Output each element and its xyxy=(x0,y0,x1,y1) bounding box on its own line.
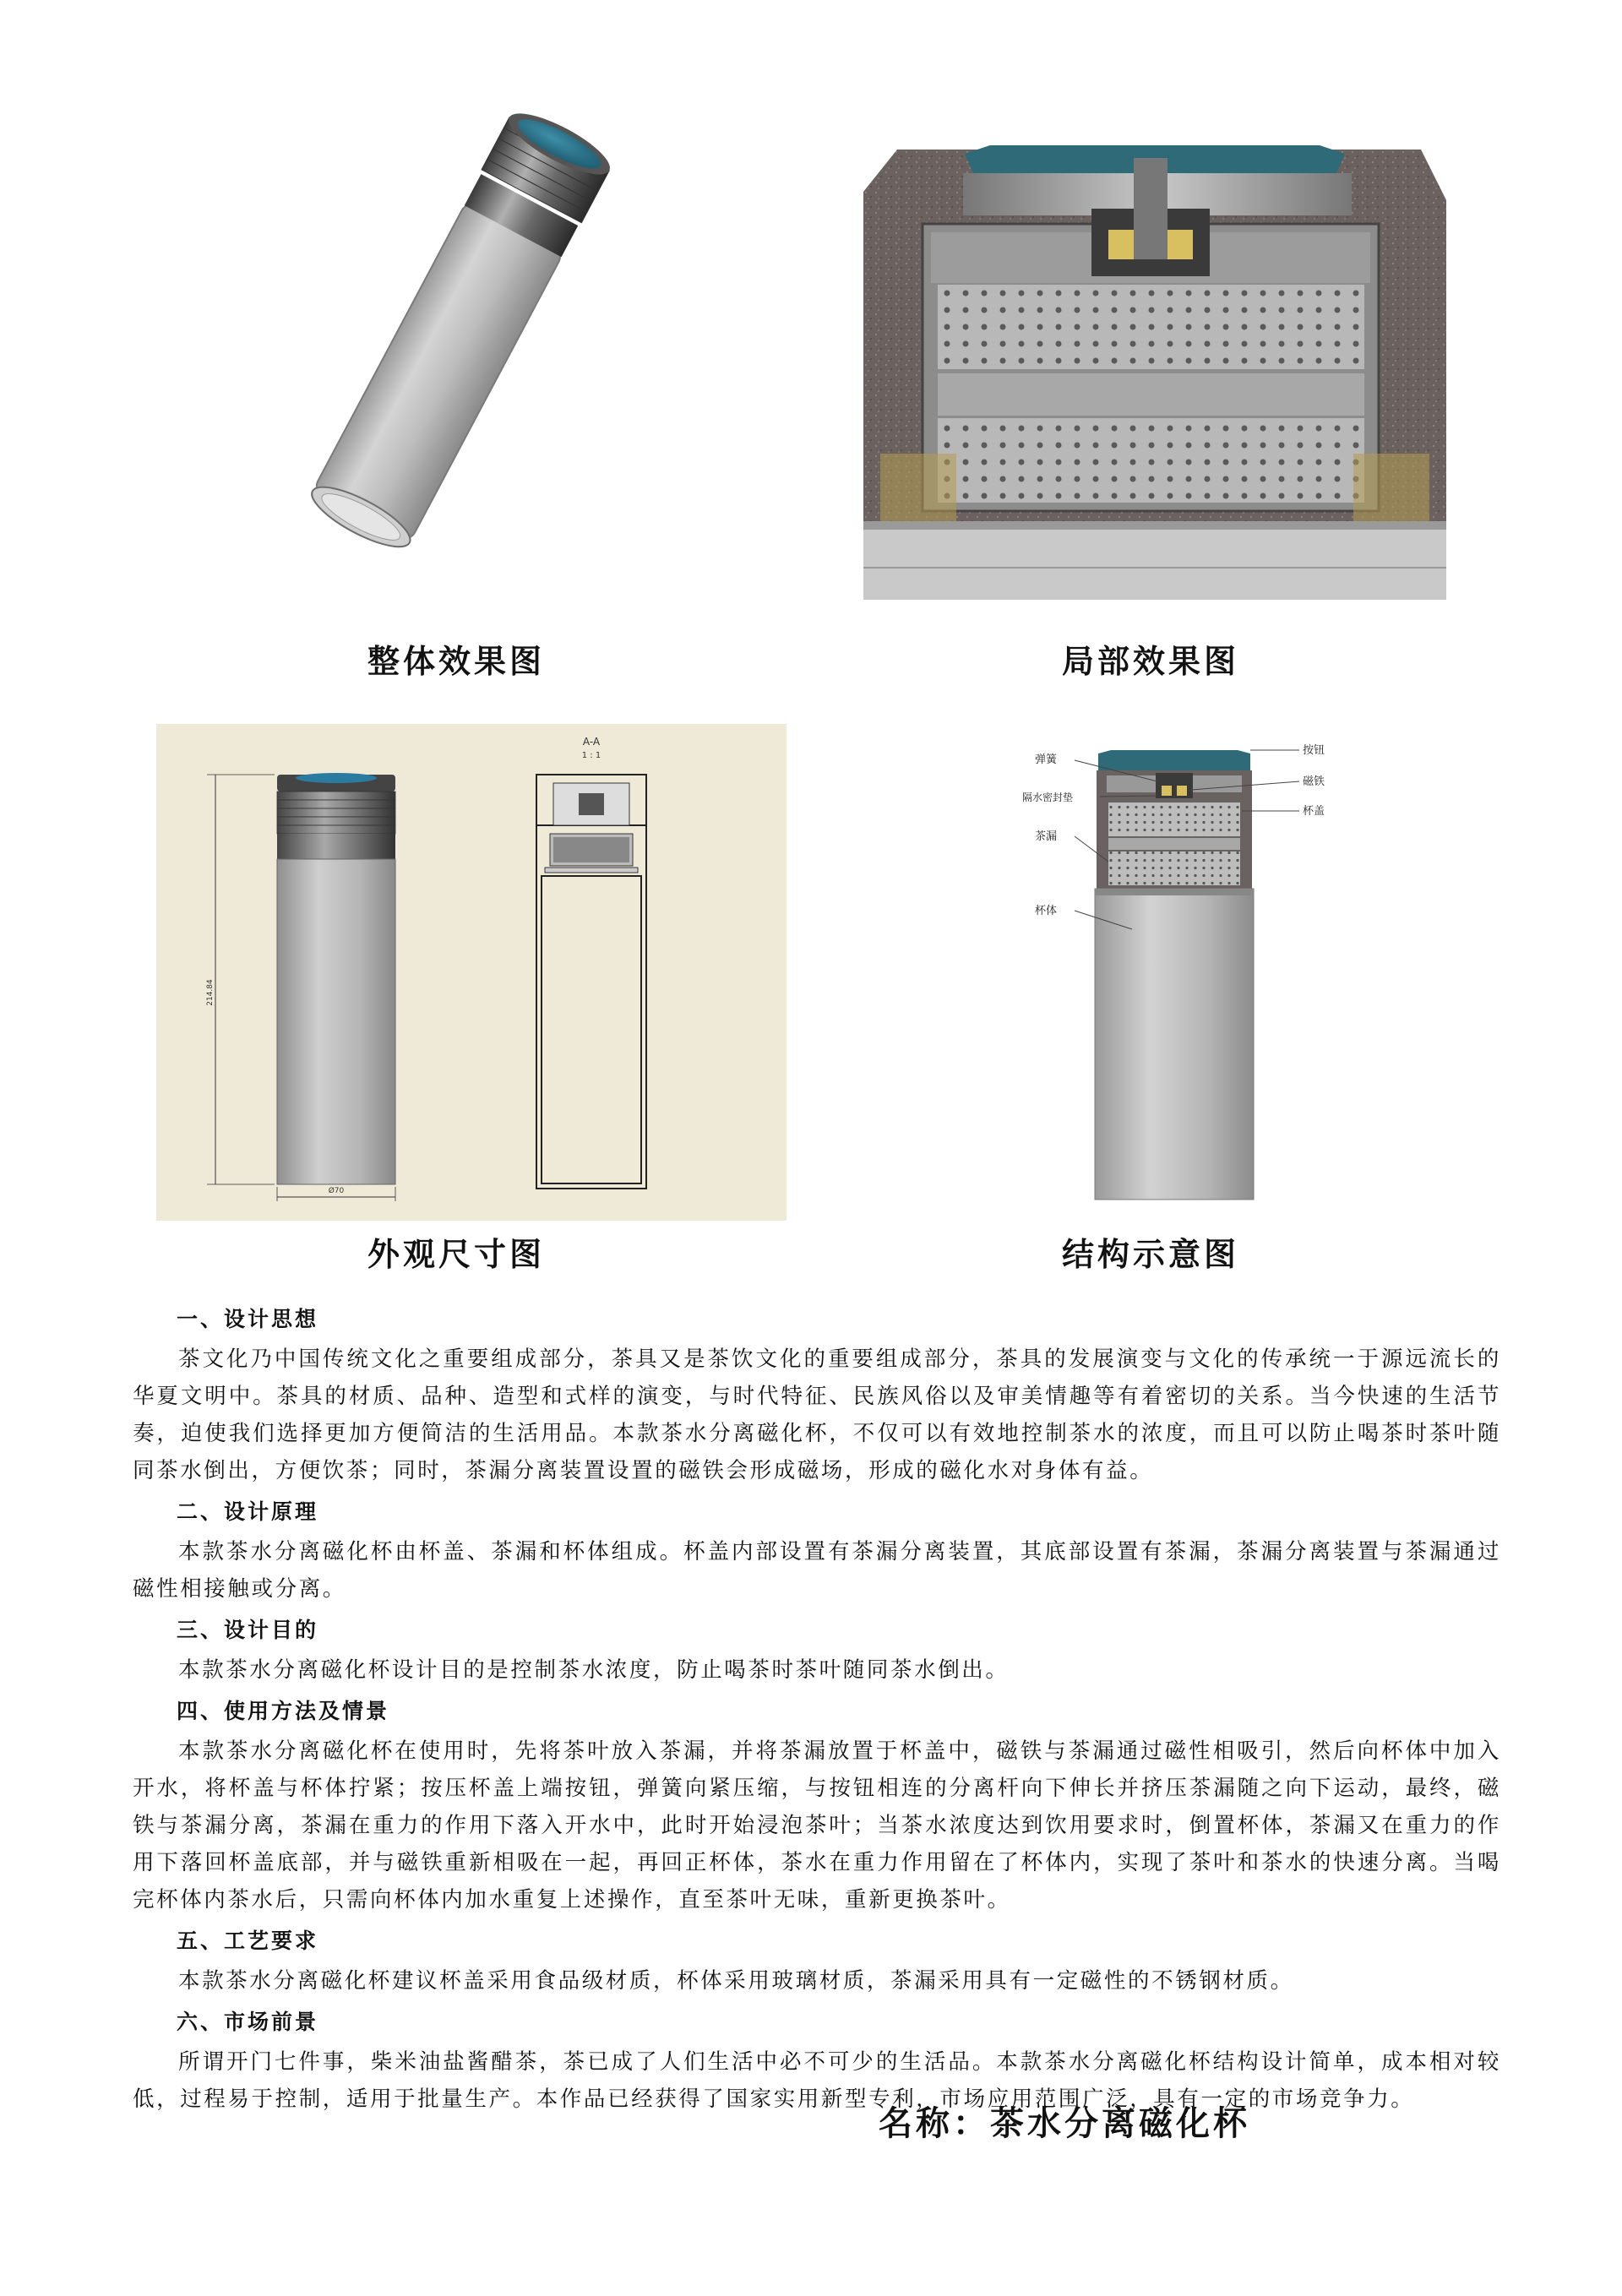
section-title: 四、使用方法及情景 xyxy=(177,1699,390,1723)
section-title: 六、市场前景 xyxy=(177,2010,319,2034)
section-design-thought xyxy=(133,1305,1501,1489)
section-text: 本款茶水分离磁化杯由杯盖、茶漏和杯体组成。杯盖内部设置有茶漏分离装置，其底部设置有茶漏，茶漏分离装置与茶漏通过磁性相接触或分离。 xyxy=(133,1539,1501,1602)
section-market xyxy=(133,2008,1501,2118)
partial-section-render xyxy=(863,150,1446,600)
dimension-drawing xyxy=(156,724,787,1221)
section-title: 二、设计原理 xyxy=(177,1499,319,1524)
section-design-purpose xyxy=(133,1616,1501,1689)
section-label: A-A xyxy=(582,736,601,748)
product-name: 名称：茶水分离磁化杯 xyxy=(879,2104,1250,2143)
section-title: 五、工艺要求 xyxy=(177,1929,319,1953)
caption-dimension: 外观尺寸图 xyxy=(367,1236,545,1273)
caption-structure: 结构示意图 xyxy=(1061,1236,1239,1273)
label-magnet: 磁铁 xyxy=(1303,775,1325,788)
section-title: 一、设计思想 xyxy=(177,1307,319,1331)
height-dimension: 214.84 xyxy=(206,979,215,1006)
section-usage xyxy=(133,1697,1501,1918)
label-lid: 杯盖 xyxy=(1303,805,1325,818)
overall-render xyxy=(296,101,617,574)
design-description xyxy=(133,1305,1501,2126)
section-text: 茶文化乃中国传统文化之重要组成部分，茶具又是茶饮文化的重要组成部分，茶具的发展演变与文化的传承统一于源远流长的华夏文明中。茶具的材质、品种、造型和式样的演变，与时代特征、民族风俗以及审美情趣等有着密切的关系。当今快速的生活节奏，迫使我们选择更加方便简洁的生活用品。本款茶水分离磁化杯，不仅可以有效地控制茶水的浓度，而且可以防止喝茶时茶叶随同茶水倒出，方便饮茶；同时，茶漏分离装置设置的磁铁会形成磁场，形成的磁化水对身体有益。 xyxy=(133,1347,1501,1483)
section-text: 本款茶水分离磁化杯在使用时，先将茶叶放入茶漏，并将茶漏放置于杯盖中，磁铁与茶漏通过磁性相吸引，然后向杯体中加入开水，将杯盖与杯体拧紧；按压杯盖上端按钮，弹簧向紧压缩，与按钮相连的分离杆向下伸长并挤压茶漏随之向下运动，最终，磁铁与茶漏分离，茶漏在重力的作用下落入开水中，此时开始浸泡茶叶；当茶水浓度达到饮用要求时，倒置杯体，茶漏又在重力的作用下落回杯盖底部，并与磁铁重新相吸在一起，再回正杯体，茶水在重力作用留在了杯体内，实现了茶叶和茶水的快速分离。当喝完杯体内茶水后，只需向杯体内加水重复上述操作，直至茶叶无味，重新更换茶叶。 xyxy=(133,1738,1501,1912)
structure-diagram xyxy=(1022,735,1352,1208)
section-craft xyxy=(133,1927,1501,1999)
label-spring: 弹簧 xyxy=(1035,754,1058,766)
section-text: 所谓开门七件事，柴米油盐酱醋茶，茶已成了人们生活中必不可少的生活品。本款茶水分离磁化杯结构设计简单，成本相对较低，过程易于控制，适用于批量生产。本作品已经获得了国家实用新型专利，市场应用范围广泛，具有一定的市场竞争力。 xyxy=(133,2049,1501,2112)
section-title: 三、设计目的 xyxy=(177,1618,319,1642)
section-text: 本款茶水分离磁化杯设计目的是控制茶水浓度，防止喝茶时茶叶随同茶水倒出。 xyxy=(178,1657,1010,1683)
label-button: 按钮 xyxy=(1303,744,1325,757)
caption-overall: 整体效果图 xyxy=(367,643,545,680)
label-strainer: 茶漏 xyxy=(1035,830,1058,843)
section-text: 本款茶水分离磁化杯建议杯盖采用食品级材质，杯体采用玻璃材质，茶漏采用具有一定磁性的不锈钢材质。 xyxy=(178,1968,1294,1994)
label-body: 杯体 xyxy=(1035,905,1058,917)
width-dimension: Ø70 xyxy=(328,1187,345,1195)
caption-partial: 局部效果图 xyxy=(1061,643,1239,680)
label-seal: 隔水密封垫 xyxy=(1022,792,1074,803)
scale-label: 1 : 1 xyxy=(581,751,601,760)
section-design-principle xyxy=(133,1498,1501,1608)
